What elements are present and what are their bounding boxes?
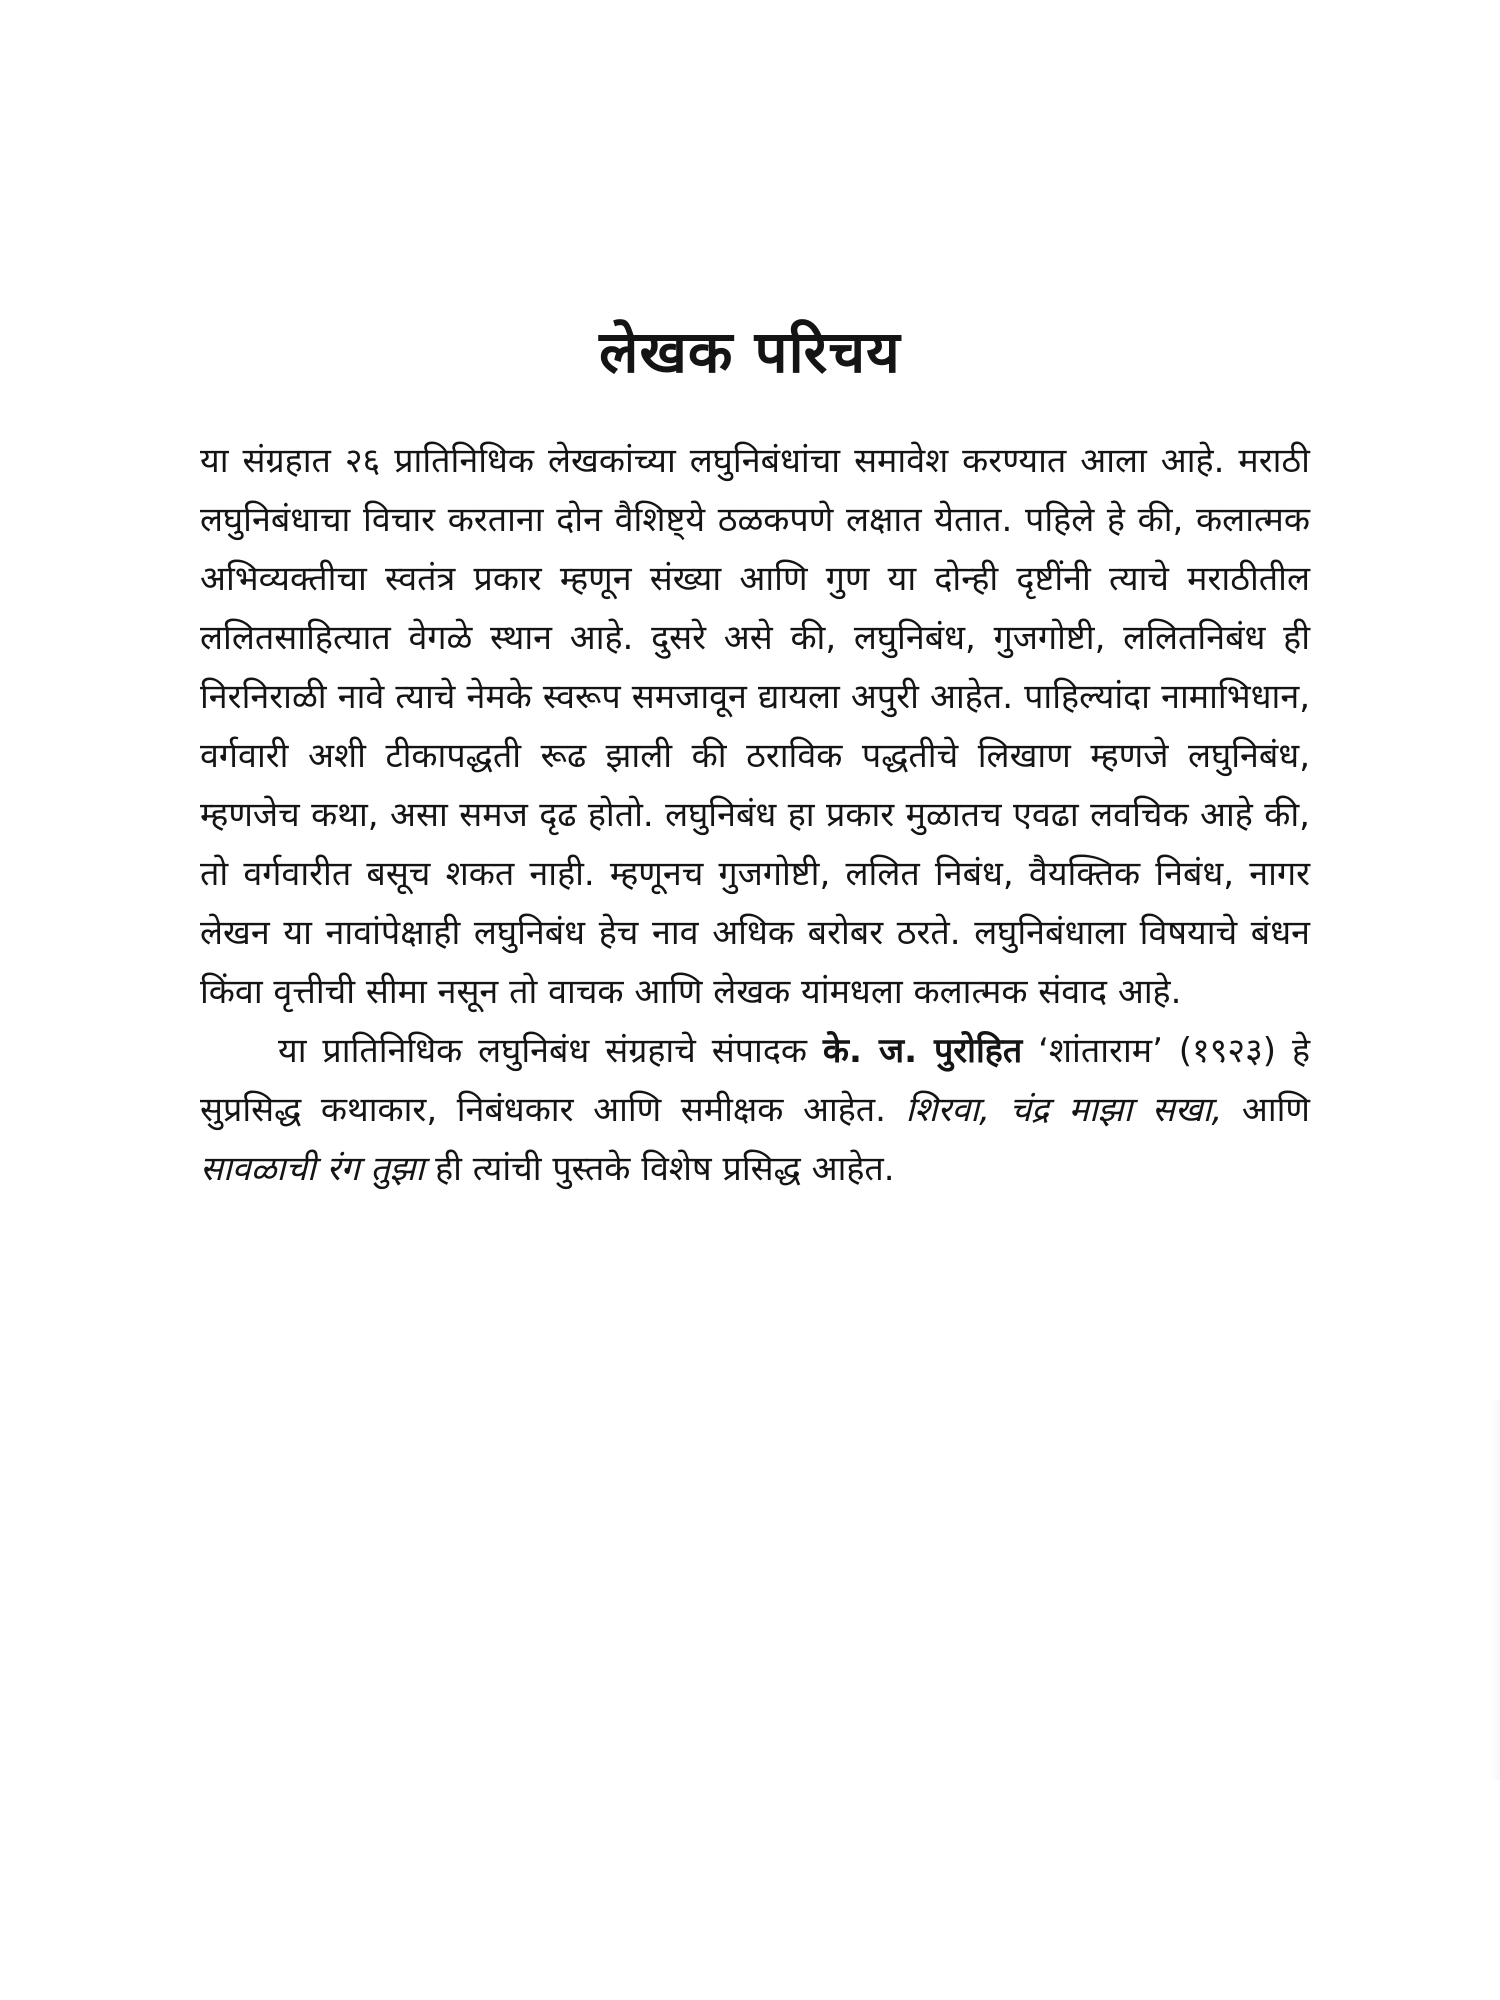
book-title-2: सावळाची रंग तुझा — [200, 1149, 425, 1189]
paragraph-1: या संग्रहात २६ प्रातिनिधिक लेखकांच्या लघुनिबंधांचा समावेश करण्यात आला आहे. मराठी लघुनिबंधाचा विचार करताना दोन वैशिष्ट्ये ठळकपणे लक्षात येतात. पहिले हे की, कलात्मक अभिव्यक्तीचा स्वतंत्र प्रकार म्हणून संख्या आणि गुण या दोन्ही दृष्टींनी त्याचे मराठीतील ललितसाहित्यात वेगळे स्थान आहे. दुसरे असे की, लघुनिबंध, गुजगोष्टी, ललितनिबंध ही निरनिराळी नावे त्याचे नेमके स्वरूप समजावून द्यायला अपुरी आहेत. पाहिल्यांदा नामाभिधान, वर्गवारी अशी टीकापद्धती रूढ झाली की ठराविक पद्धतीचे लिखाण म्हणजे लघुनिबंध, म्हणजेच कथा, असा समज दृढ होतो. लघुनिबंध हा प्रकार मुळातच एवढा लवचिक आहे की, तो वर्गवारीत बसूच शकत नाही. म्हणूनच गुजगोष्टी, ललित निबंध, वैयक्तिक निबंध, नागर लेखन या नावांपेक्षाही लघुनिबंध हेच नाव अधिक बरोबर ठरते. लघुनिबंधाला विषयाचे बंधन किंवा वृत्तीची सीमा नसून तो वाचक आणि लेखक यांमधला कलात्मक संवाद आहे. — [200, 441, 1310, 1012]
paragraph-2 — [200, 1022, 1310, 1199]
paragraph-2-lead: या प्रातिनिधिक लघुनिबंध संग्रहाचे संपादक — [278, 1031, 823, 1071]
paragraph-2-connector: आणि — [1222, 1090, 1310, 1130]
paragraph-2-tail: ही त्यांची पुस्तके विशेष प्रसिद्ध आहेत. — [424, 1149, 895, 1189]
editor-name: के. ज. पुरोहित — [822, 1031, 1023, 1071]
scan-edge-shadow — [1490, 1400, 1500, 1780]
paragraph-2-editor-detail: ‘शांताराम’ (१९२३) हे सुप्रसिद्ध कथाकार, निबंधकार आणि समीक्षक आहेत. — [200, 1031, 1310, 1130]
page-title: लेखक परिचय — [599, 318, 901, 386]
book-title-1: शिरवा, चंद्र माझा सखा, — [905, 1090, 1223, 1130]
author-introduction-text — [200, 432, 1310, 1199]
